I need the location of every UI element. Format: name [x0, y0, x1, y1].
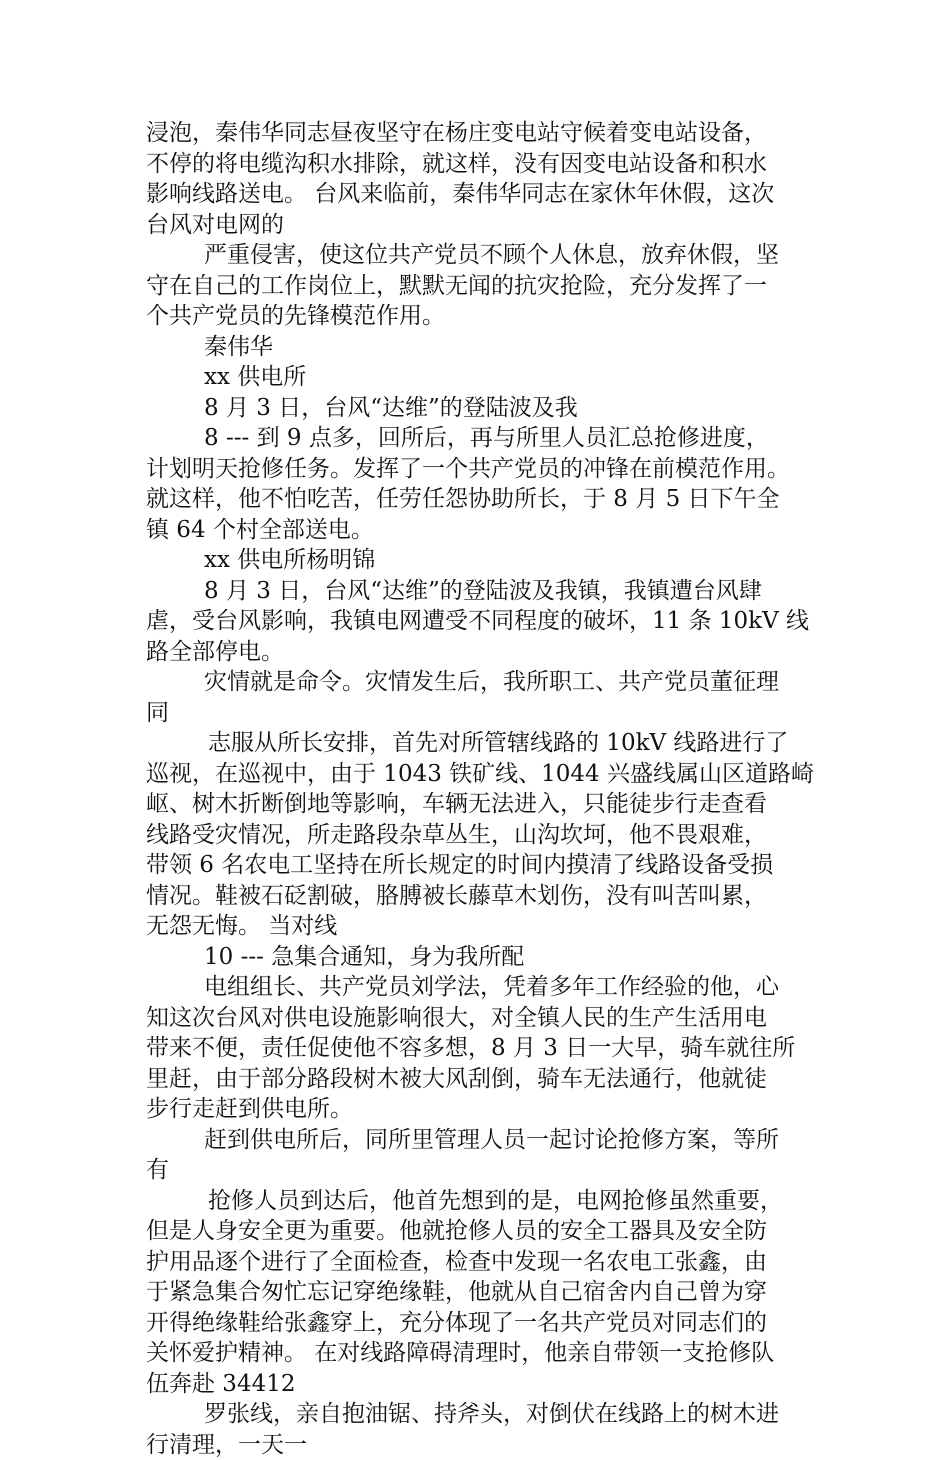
text-line: 情况。鞋被石砭割破，胳膊被长藤草木划伤，没有叫苦叫累，: [146, 881, 816, 912]
text-line: 岖、树木折断倒地等影响，车辆无法进入，只能徒步行走查看: [146, 789, 816, 820]
text-line: 带来不便，责任促使他不容多想，8 月 3 日一大早，骑车就往所: [146, 1033, 816, 1064]
text-line: 镇 64 个村全部送电。: [146, 515, 816, 546]
text-line: 但是人身安全更为重要。他就抢修人员的安全工器具及安全防: [146, 1216, 816, 1247]
text-line: 就这样，他不怕吃苦，任劳任怨协助所长，于 8 月 5 日下午全: [146, 484, 816, 515]
text-line: 无怨无悔。 当对线: [146, 911, 816, 942]
text-line: 路全部停电。: [146, 637, 816, 668]
text-line: 8 月 3 日，台风“达维”的登陆波及我: [146, 393, 816, 424]
text-line: 虐，受台风影响，我镇电网遭受不同程度的破坏，11 条 10kV 线: [146, 606, 816, 637]
document-body: [146, 118, 816, 1460]
text-line: 计划明天抢修任务。发挥了一个共产党员的冲锋在前模范作用。: [146, 454, 816, 485]
text-line: 行清理，一天一: [146, 1430, 816, 1460]
text-line: 线路受灾情况，所走路段杂草丛生，山沟坎坷，他不畏艰难，: [146, 820, 816, 851]
text-line: 台风对电网的: [146, 210, 816, 241]
text-line: 严重侵害，使这位共产党员不顾个人休息，放弃休假，坚: [146, 240, 816, 271]
text-line: 守在自己的工作岗位上，默默无闻的抗灾抢险，充分发挥了一: [146, 271, 816, 302]
text-line: 里赶，由于部分路段树木被大风刮倒，骑车无法通行，他就徒: [146, 1064, 816, 1095]
text-line: 带领 6 名农电工坚持在所长规定的时间内摸清了线路设备受损: [146, 850, 816, 881]
text-line: 护用品逐个进行了全面检查，检查中发现一名农电工张鑫，由: [146, 1247, 816, 1278]
text-line: 浸泡，秦伟华同志昼夜坚守在杨庄变电站守候着变电站设备，: [146, 118, 816, 149]
text-line: 伍奔赴 34412: [146, 1369, 816, 1400]
text-line: 电组组长、共产党员刘学法，凭着多年工作经验的他，心: [146, 972, 816, 1003]
text-line: 知这次台风对供电设施影响很大，对全镇人民的生产生活用电: [146, 1003, 816, 1034]
text-line: 巡视，在巡视中，由于 1043 铁矿线、1044 兴盛线属山区道路崎: [146, 759, 816, 790]
text-line: 步行走赶到供电所。: [146, 1094, 816, 1125]
text-line: 赶到供电所后，同所里管理人员一起讨论抢修方案，等所: [146, 1125, 816, 1156]
text-line: 关怀爱护精神。 在对线路障碍清理时，他亲自带领一支抢修队: [146, 1338, 816, 1369]
text-line: 有: [146, 1155, 816, 1186]
text-line: 志服从所长安排，首先对所管辖线路的 10kV 线路进行了: [146, 728, 816, 759]
text-line: 于紧急集合匆忙忘记穿绝缘鞋，他就从自己宿舍内自己曾为穿: [146, 1277, 816, 1308]
text-line: 同: [146, 698, 816, 729]
text-line: 灾情就是命令。灾情发生后，我所职工、共产党员董征理: [146, 667, 816, 698]
text-line: 秦伟华: [146, 332, 816, 363]
text-line: 8 --- 到 9 点多，回所后，再与所里人员汇总抢修进度，: [146, 423, 816, 454]
text-line: 影响线路送电。 台风来临前，秦伟华同志在家休年休假，这次: [146, 179, 816, 210]
text-line: 8 月 3 日，台风“达维”的登陆波及我镇，我镇遭台风肆: [146, 576, 816, 607]
text-line: xx 供电所杨明锦: [146, 545, 816, 576]
text-line: 开得绝缘鞋给张鑫穿上，充分体现了一名共产党员对同志们的: [146, 1308, 816, 1339]
text-line: 个共产党员的先锋模范作用。: [146, 301, 816, 332]
text-line: 抢修人员到达后，他首先想到的是，电网抢修虽然重要，: [146, 1186, 816, 1217]
text-line: 10 --- 急集合通知，身为我所配: [146, 942, 816, 973]
text-line: 不停的将电缆沟积水排除，就这样，没有因变电站设备和积水: [146, 149, 816, 180]
text-line: 罗张线，亲自抱油锯、持斧头，对倒伏在线路上的树木进: [146, 1399, 816, 1430]
text-line: xx 供电所: [146, 362, 816, 393]
